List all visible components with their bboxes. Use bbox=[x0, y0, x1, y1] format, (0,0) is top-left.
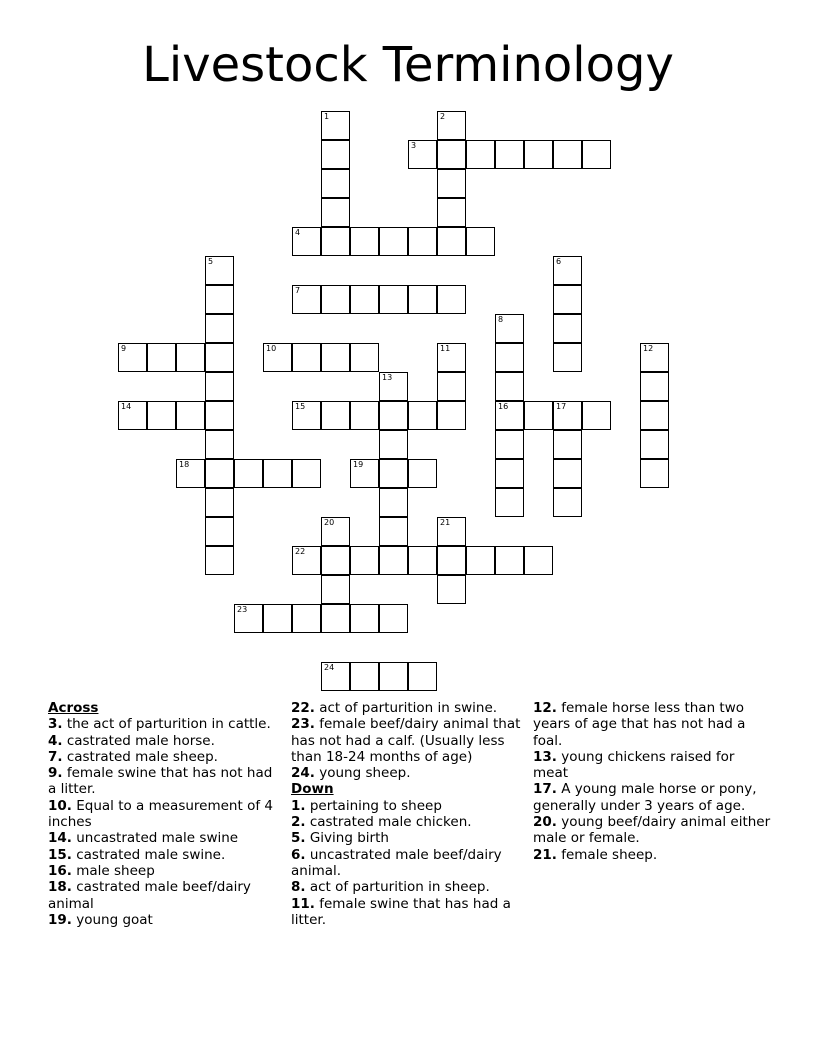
grid-cell[interactable] bbox=[205, 517, 234, 546]
down-clue bbox=[533, 814, 773, 847]
grid-cell[interactable] bbox=[495, 430, 524, 459]
grid-cell[interactable] bbox=[495, 314, 524, 343]
grid-cell[interactable] bbox=[495, 343, 524, 372]
grid-cell[interactable] bbox=[437, 111, 466, 140]
across-clue-list-continued bbox=[291, 700, 527, 781]
grid-cell[interactable] bbox=[321, 401, 350, 430]
clue-number: 13. bbox=[533, 748, 557, 765]
clue-number: 18. bbox=[48, 879, 72, 896]
clue-number: 15 bbox=[295, 402, 306, 411]
down-clue bbox=[291, 814, 527, 830]
clue-number: 11 bbox=[440, 344, 451, 353]
grid-cell[interactable] bbox=[205, 372, 234, 401]
grid-cell[interactable] bbox=[582, 401, 611, 430]
clue-text: act of parturition in swine. bbox=[319, 700, 498, 716]
clue-number: 16 bbox=[498, 402, 509, 411]
clue-number: 9 bbox=[121, 344, 127, 353]
clue-number: 23 bbox=[237, 605, 248, 614]
clue-number: 19. bbox=[48, 911, 72, 928]
clue-number: 14 bbox=[121, 402, 132, 411]
grid-cell[interactable] bbox=[205, 488, 234, 517]
grid-cell[interactable] bbox=[321, 662, 350, 691]
grid-cell[interactable] bbox=[408, 140, 437, 169]
grid-cell[interactable] bbox=[553, 256, 582, 285]
clue-number: 14. bbox=[48, 830, 72, 847]
clue-number: 12 bbox=[643, 344, 654, 353]
clue-text: castrated male swine. bbox=[76, 846, 226, 863]
grid-cell[interactable] bbox=[350, 227, 379, 256]
grid-cell[interactable] bbox=[379, 517, 408, 546]
clue-number: 13 bbox=[382, 373, 393, 382]
clue-number: 8. bbox=[291, 879, 306, 896]
across-clue bbox=[48, 798, 273, 831]
clue-number: 17 bbox=[556, 402, 567, 411]
across-clue bbox=[291, 765, 527, 781]
clue-number: 5 bbox=[208, 257, 214, 266]
grid-cell[interactable] bbox=[640, 401, 669, 430]
grid-cell[interactable] bbox=[292, 546, 321, 575]
grid-cell[interactable] bbox=[321, 140, 350, 169]
across-clue bbox=[48, 847, 273, 863]
clue-number: 4 bbox=[295, 228, 301, 237]
clue-number: 8 bbox=[498, 315, 504, 324]
clue-number: 24 bbox=[324, 663, 335, 672]
grid-cell[interactable] bbox=[379, 604, 408, 633]
grid-cell[interactable] bbox=[321, 343, 350, 372]
grid-cell[interactable] bbox=[292, 401, 321, 430]
clue-number: 10. bbox=[48, 797, 72, 814]
grid-cell[interactable] bbox=[553, 314, 582, 343]
down-clue bbox=[291, 830, 527, 846]
down-clue bbox=[291, 896, 527, 929]
grid-cell[interactable] bbox=[437, 227, 466, 256]
clue-number: 1 bbox=[324, 112, 330, 121]
grid-cell[interactable] bbox=[379, 546, 408, 575]
grid-cell[interactable] bbox=[437, 546, 466, 575]
grid-cell[interactable] bbox=[437, 372, 466, 401]
clue-text: pertaining to sheep bbox=[309, 797, 442, 814]
grid-cell[interactable] bbox=[118, 343, 147, 372]
clues-column-3 bbox=[533, 700, 773, 863]
clue-text: act of parturition in sheep. bbox=[309, 879, 490, 896]
clue-text: Giving birth bbox=[309, 830, 389, 847]
grid-cell[interactable] bbox=[495, 546, 524, 575]
grid-cell[interactable] bbox=[321, 227, 350, 256]
grid-cell[interactable] bbox=[147, 343, 176, 372]
page-title: Livestock Terminology bbox=[142, 37, 674, 93]
clue-text: young chickens raised for meat bbox=[533, 748, 735, 782]
grid-cell[interactable] bbox=[640, 430, 669, 459]
grid-cell[interactable] bbox=[176, 401, 205, 430]
clue-number: 2 bbox=[440, 112, 446, 121]
across-clue bbox=[48, 765, 273, 798]
grid-cell[interactable] bbox=[379, 488, 408, 517]
clue-text: castrated male horse. bbox=[66, 732, 215, 749]
grid-cell[interactable] bbox=[553, 430, 582, 459]
grid-cell[interactable] bbox=[379, 401, 408, 430]
across-clue bbox=[48, 863, 273, 879]
across-clue bbox=[48, 716, 273, 732]
grid-cell[interactable] bbox=[466, 546, 495, 575]
across-clue bbox=[48, 912, 273, 928]
clue-number: 5. bbox=[291, 830, 306, 847]
grid-cell[interactable] bbox=[321, 198, 350, 227]
clue-number: 22 bbox=[295, 547, 306, 556]
grid-cell[interactable] bbox=[321, 546, 350, 575]
across-clue bbox=[48, 733, 273, 749]
grid-cell[interactable] bbox=[205, 343, 234, 372]
grid-cell[interactable] bbox=[553, 343, 582, 372]
grid-cell[interactable] bbox=[495, 401, 524, 430]
clue-number: 9. bbox=[48, 765, 63, 782]
clue-text: A young male horse or pony, generally under 3 years of age. bbox=[533, 781, 757, 814]
clue-number: 17. bbox=[533, 781, 557, 798]
grid-cell[interactable] bbox=[466, 140, 495, 169]
grid-cell[interactable] bbox=[263, 604, 292, 633]
grid-cell[interactable] bbox=[495, 488, 524, 517]
grid-cell[interactable] bbox=[205, 546, 234, 575]
clue-number: 12. bbox=[533, 700, 557, 716]
clue-text: female swine that has had a litter. bbox=[291, 895, 511, 928]
grid-cell[interactable] bbox=[408, 401, 437, 430]
grid-cell[interactable] bbox=[437, 198, 466, 227]
clue-text: female sheep. bbox=[561, 846, 658, 863]
grid-cell[interactable] bbox=[437, 401, 466, 430]
grid-cell[interactable] bbox=[379, 430, 408, 459]
grid-cell[interactable] bbox=[379, 227, 408, 256]
grid-cell[interactable] bbox=[640, 343, 669, 372]
clue-number: 1. bbox=[291, 797, 306, 814]
clue-text: uncastrated male beef/dairy animal. bbox=[291, 846, 502, 879]
grid-cell[interactable] bbox=[292, 604, 321, 633]
clue-text: young sheep. bbox=[319, 765, 411, 782]
clue-text: young goat bbox=[76, 911, 153, 928]
clue-text: castrated male beef/dairy animal bbox=[48, 879, 251, 912]
grid-cell[interactable] bbox=[292, 227, 321, 256]
grid-cell[interactable] bbox=[205, 430, 234, 459]
clue-number: 18 bbox=[179, 460, 190, 469]
grid-cell[interactable] bbox=[321, 111, 350, 140]
clue-number: 20. bbox=[533, 814, 557, 831]
across-clue bbox=[48, 879, 273, 912]
grid-cell[interactable] bbox=[205, 256, 234, 285]
grid-cell[interactable] bbox=[582, 140, 611, 169]
across-clue bbox=[291, 716, 527, 765]
grid-cell[interactable] bbox=[379, 459, 408, 488]
grid-cell[interactable] bbox=[437, 343, 466, 372]
clue-number: 20 bbox=[324, 518, 335, 527]
clue-text: castrated male chicken. bbox=[309, 814, 472, 831]
grid-cell[interactable] bbox=[466, 227, 495, 256]
grid-cell[interactable] bbox=[321, 285, 350, 314]
grid-cell[interactable] bbox=[553, 488, 582, 517]
grid-cell[interactable] bbox=[408, 546, 437, 575]
grid-cell[interactable] bbox=[553, 401, 582, 430]
grid-cell[interactable] bbox=[321, 517, 350, 546]
grid-cell[interactable] bbox=[292, 459, 321, 488]
grid-cell[interactable] bbox=[553, 140, 582, 169]
clue-number: 15. bbox=[48, 846, 72, 863]
clue-number: 22. bbox=[291, 700, 315, 716]
grid-cell[interactable] bbox=[437, 140, 466, 169]
grid-cell[interactable] bbox=[553, 459, 582, 488]
grid-cell[interactable] bbox=[553, 285, 582, 314]
grid-cell[interactable] bbox=[524, 546, 553, 575]
down-heading: Down bbox=[291, 781, 334, 798]
grid-cell[interactable] bbox=[379, 662, 408, 691]
down-clue bbox=[533, 847, 773, 863]
grid-cell[interactable] bbox=[408, 227, 437, 256]
grid-cell[interactable] bbox=[350, 285, 379, 314]
grid-cell[interactable] bbox=[176, 343, 205, 372]
clue-number: 6. bbox=[291, 846, 306, 863]
grid-cell[interactable] bbox=[118, 401, 147, 430]
grid-cell[interactable] bbox=[205, 401, 234, 430]
grid-cell[interactable] bbox=[524, 140, 553, 169]
clue-text: female horse less than two years of age that has not had a foal. bbox=[533, 700, 746, 749]
across-clue-list bbox=[48, 716, 273, 928]
clue-text: young beef/dairy animal either male or female. bbox=[533, 814, 771, 847]
clue-text: the act of parturition in cattle. bbox=[66, 716, 271, 733]
clue-text: female swine that has not had a litter. bbox=[48, 765, 273, 798]
grid-cell[interactable] bbox=[640, 372, 669, 401]
clue-number: 3 bbox=[411, 141, 417, 150]
clue-number: 19 bbox=[353, 460, 364, 469]
clue-number: 10 bbox=[266, 344, 277, 353]
clue-text: male sheep bbox=[76, 862, 155, 879]
grid-cell[interactable] bbox=[437, 285, 466, 314]
clue-text: female beef/dairy animal that has not had a calf. (Usually less than 18-24 months of age) bbox=[291, 716, 521, 765]
down-clue bbox=[533, 749, 773, 782]
grid-cell[interactable] bbox=[437, 517, 466, 546]
across-clue bbox=[291, 700, 527, 716]
grid-cell[interactable] bbox=[437, 575, 466, 604]
grid-cell[interactable] bbox=[147, 401, 176, 430]
down-clue-list bbox=[291, 798, 527, 928]
grid-cell[interactable] bbox=[379, 285, 408, 314]
across-heading: Across bbox=[48, 700, 99, 716]
grid-cell[interactable] bbox=[234, 459, 263, 488]
clue-text: uncastrated male swine bbox=[76, 830, 239, 847]
clue-number: 23. bbox=[291, 716, 315, 733]
clue-number: 3. bbox=[48, 716, 63, 733]
grid-cell[interactable] bbox=[234, 604, 263, 633]
grid-cell[interactable] bbox=[350, 343, 379, 372]
grid-cell[interactable] bbox=[292, 343, 321, 372]
down-clue bbox=[291, 879, 527, 895]
down-clue bbox=[533, 781, 773, 814]
clue-number: 7. bbox=[48, 748, 63, 765]
clue-number: 24. bbox=[291, 765, 315, 782]
grid-cell[interactable] bbox=[321, 575, 350, 604]
clues-column-2 bbox=[291, 700, 527, 928]
grid-cell[interactable] bbox=[408, 285, 437, 314]
clue-number: 4. bbox=[48, 732, 63, 749]
grid-cell[interactable] bbox=[350, 662, 379, 691]
across-clue bbox=[48, 830, 273, 846]
grid-cell[interactable] bbox=[263, 343, 292, 372]
across-clue bbox=[48, 749, 273, 765]
grid-cell[interactable] bbox=[350, 604, 379, 633]
grid-cell[interactable] bbox=[495, 140, 524, 169]
grid-cell[interactable] bbox=[205, 314, 234, 343]
grid-cell[interactable] bbox=[321, 169, 350, 198]
grid-cell[interactable] bbox=[292, 285, 321, 314]
clue-number: 21. bbox=[533, 846, 557, 863]
grid-cell[interactable] bbox=[176, 459, 205, 488]
grid-cell[interactable] bbox=[263, 459, 292, 488]
clue-text: Equal to a measurement of 4 inches bbox=[48, 797, 273, 831]
clue-number: 16. bbox=[48, 862, 72, 879]
grid-cell[interactable] bbox=[379, 372, 408, 401]
grid-cell[interactable] bbox=[205, 285, 234, 314]
grid-cell[interactable] bbox=[640, 459, 669, 488]
grid-cell[interactable] bbox=[408, 662, 437, 691]
grid-cell[interactable] bbox=[205, 459, 234, 488]
down-clue bbox=[291, 798, 527, 814]
down-clue bbox=[291, 847, 527, 880]
clue-number: 11. bbox=[291, 895, 315, 912]
grid-cell[interactable] bbox=[524, 401, 553, 430]
clue-number: 2. bbox=[291, 814, 306, 831]
down-clue-list-continued bbox=[533, 700, 773, 863]
grid-cell[interactable] bbox=[437, 169, 466, 198]
clue-number: 6 bbox=[556, 257, 562, 266]
grid-cell[interactable] bbox=[350, 459, 379, 488]
clue-number: 7 bbox=[295, 286, 301, 295]
grid-cell[interactable] bbox=[350, 401, 379, 430]
down-clue bbox=[533, 700, 773, 749]
grid-cell[interactable] bbox=[350, 546, 379, 575]
grid-cell[interactable] bbox=[408, 459, 437, 488]
grid-cell[interactable] bbox=[495, 459, 524, 488]
clues-column-1 bbox=[48, 700, 273, 928]
grid-cell[interactable] bbox=[321, 604, 350, 633]
clue-number: 21 bbox=[440, 518, 451, 527]
grid-cell[interactable] bbox=[495, 372, 524, 401]
clue-text: castrated male sheep. bbox=[66, 748, 218, 765]
